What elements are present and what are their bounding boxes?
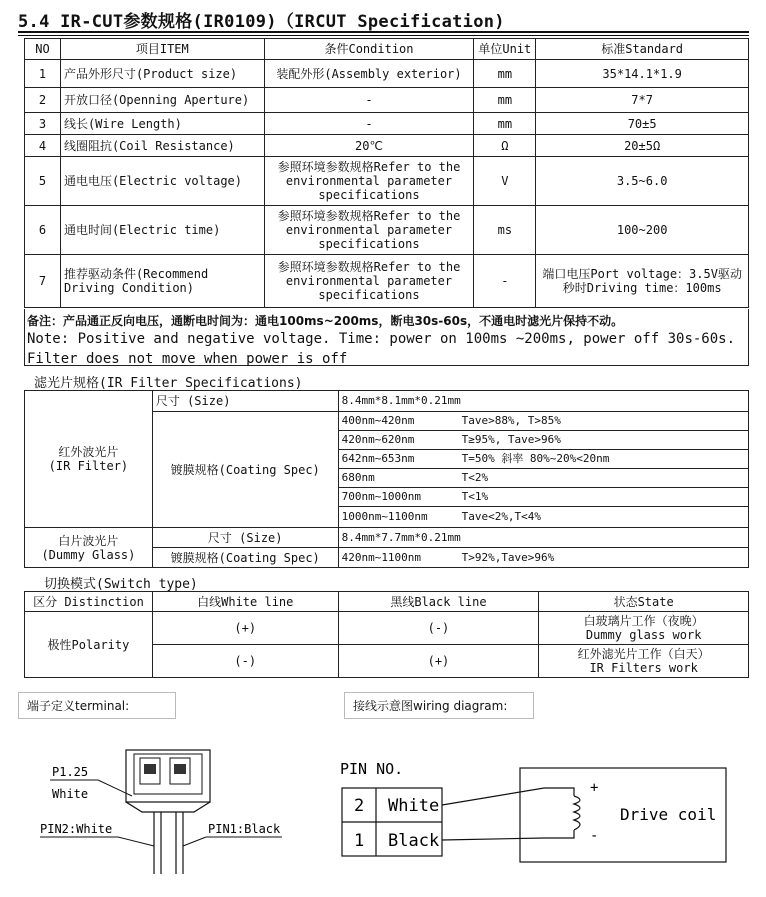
row-standard: 100~200 <box>536 206 749 255</box>
switch-section-title: 切换模式(Switch type) <box>44 577 198 592</box>
black-wire <box>442 830 574 840</box>
row-no: 2 <box>25 88 61 113</box>
spec-table <box>24 38 749 308</box>
row-item: 线长(Wire Length) <box>60 113 264 135</box>
coating-value: T<1% <box>461 490 489 503</box>
terminal-label: 端子定义terminal: <box>18 692 176 719</box>
row-unit: Ω <box>474 135 536 157</box>
filter-section-title: 滤光片规格(IR Filter Specifications) <box>34 376 303 391</box>
row-no: 3 <box>25 113 61 135</box>
state-cn: 白玻璃片工作（夜晚） <box>583 614 704 628</box>
pin-name: White <box>388 796 440 816</box>
title-rule <box>18 31 749 33</box>
header-unit: 单位Unit <box>474 39 536 60</box>
row-condition: 装配外形(Assembly exterior) <box>264 60 474 88</box>
row-condition: 20℃ <box>264 135 474 157</box>
pin-number: 2 <box>354 796 365 816</box>
pin-name: Black <box>388 831 440 851</box>
row-standard: 20±5Ω <box>536 135 749 157</box>
dummy-coating-label: 镀膜规格(Coating Spec) <box>152 548 338 568</box>
table-row <box>25 391 749 412</box>
row-unit: mm <box>474 88 536 113</box>
dummy-size-value: 8.4mm*7.7mm*0.21mm <box>338 528 748 548</box>
header-distinction: 区分 Distinction <box>25 592 153 612</box>
row-item: 线圈阻抗(Coil Resistance) <box>60 135 264 157</box>
table-row <box>25 113 749 135</box>
filter-table <box>24 390 749 568</box>
row-standard: 70±5 <box>536 113 749 135</box>
row-no: 7 <box>25 255 61 308</box>
white-polarity: (-) <box>152 645 338 678</box>
connector-pin <box>144 764 156 774</box>
coating-value: Tave>88%, T>85% <box>461 414 561 427</box>
title-rule-thin <box>18 35 749 36</box>
row-standard: 端口电压Port voltage：3.5V驱动秒时Driving time：100ms <box>536 255 749 308</box>
coil-icon <box>574 796 580 830</box>
p1-color-label: White <box>52 787 89 801</box>
table-row <box>25 528 749 548</box>
terminal-connector-diagram <box>30 740 310 880</box>
pin1-label: PIN1:Black <box>208 822 281 836</box>
ir-filter-label: 红外波光片 <box>58 445 119 459</box>
row-item: 通电时间(Electric time) <box>60 206 264 255</box>
row-unit: ms <box>474 206 536 255</box>
drive-coil-label: Drive coil <box>620 805 717 824</box>
coating-value: T=50% 斜率 80%~20%<20nm <box>461 452 610 465</box>
dummy-coating-value: T>92%,Tave>96% <box>461 550 555 564</box>
coating-value: T<2% <box>461 471 489 484</box>
plus-sign: + <box>590 780 599 796</box>
table-row <box>25 157 749 206</box>
row-no: 4 <box>25 135 61 157</box>
header-state: 状态State <box>539 592 749 612</box>
coating-row <box>338 412 748 431</box>
header-item: 项目ITEM <box>60 39 264 60</box>
row-item: 推荐驱动条件(Recommend Driving Condition) <box>60 255 264 308</box>
spec-header-row <box>25 39 749 60</box>
size-value: 8.4mm*8.1mm*0.21mm <box>338 391 748 412</box>
coating-row <box>338 507 748 528</box>
state-cell <box>539 645 749 678</box>
row-condition: 参照环境参数规格Refer to the environmental parameter specifications <box>264 157 474 206</box>
table-row <box>25 255 749 308</box>
coating-range: 700nm~1000nm <box>341 490 422 503</box>
row-no: 1 <box>25 60 61 88</box>
ir-filter-label-en: (IR Filter) <box>48 459 129 473</box>
pin-number: 1 <box>354 831 365 851</box>
note-english-line2: Filter does not move when power is off <box>27 351 348 367</box>
coating-label: 镀膜规格(Coating Spec) <box>152 412 338 528</box>
coating-range: 680nm <box>341 471 375 484</box>
p1-label: P1.25 <box>52 765 89 779</box>
row-item: 开放口径(Openning Aperture) <box>60 88 264 113</box>
wiring-label: 接线示意图wiring diagram: <box>344 692 534 719</box>
coating-row <box>338 469 748 488</box>
row-condition: - <box>264 88 474 113</box>
header-black-line: 黑线Black line <box>338 592 539 612</box>
leader-line <box>183 837 206 846</box>
size-label: 尺寸 (Size) <box>152 391 338 412</box>
coating-row <box>338 450 748 469</box>
state-cell <box>539 612 749 645</box>
row-no: 5 <box>25 157 61 206</box>
black-polarity: (+) <box>338 645 539 678</box>
table-row <box>25 206 749 255</box>
row-standard: 35*14.1*1.9 <box>536 60 749 88</box>
note-english-line1: Note: Positive and negative voltage. Time: power on 100ms ~200ms, power off 30s-60s. <box>27 331 736 347</box>
coating-row <box>338 431 748 450</box>
state-cn: 红外滤光片工作（白天） <box>577 647 710 661</box>
table-row <box>25 135 749 157</box>
switch-table <box>24 591 749 678</box>
row-unit: - <box>474 255 536 308</box>
row-condition: 参照环境参数规格Refer to the environmental parameter specifications <box>264 206 474 255</box>
table-row <box>25 612 749 645</box>
coating-row <box>338 488 748 507</box>
coating-value: Tave<2%,T<4% <box>461 510 542 523</box>
dummy-label-en: (Dummy Glass) <box>41 547 136 562</box>
header-condition: 条件Condition <box>264 39 474 60</box>
row-standard: 3.5~6.0 <box>536 157 749 206</box>
minus-sign: - <box>590 828 599 844</box>
coating-value: T≥95%, Tave>96% <box>461 433 561 446</box>
connector-base <box>126 802 210 812</box>
black-polarity: (-) <box>338 612 539 645</box>
coating-range: 400nm~420nm <box>341 414 415 427</box>
dummy-size-label: 尺寸 (Size) <box>152 528 338 548</box>
switch-header-row <box>25 592 749 612</box>
dummy-glass-cell <box>25 528 153 568</box>
row-condition: 参照环境参数规格Refer to the environmental parameter specifications <box>264 255 474 308</box>
white-polarity: (+) <box>152 612 338 645</box>
state-en: Dummy glass work <box>585 628 702 642</box>
ir-filter-cell <box>25 391 153 528</box>
row-condition: - <box>264 113 474 135</box>
row-unit: mm <box>474 113 536 135</box>
state-en: IR Filters work <box>589 661 698 675</box>
dummy-coating-row <box>338 548 748 568</box>
white-wire <box>442 788 574 805</box>
dummy-coating-range: 420nm~1100nm <box>341 550 422 564</box>
table-row <box>25 88 749 113</box>
polarity-label: 极性Polarity <box>25 612 153 678</box>
table-row <box>25 60 749 88</box>
coating-range: 1000nm~1100nm <box>341 510 428 523</box>
notes-box <box>24 309 749 366</box>
header-no: NO <box>25 39 61 60</box>
leader-line <box>98 780 132 796</box>
pin-no-label: PIN NO. <box>340 760 404 778</box>
connector-pin <box>174 764 186 774</box>
wiring-diagram <box>334 752 734 872</box>
coating-range: 420nm~620nm <box>341 433 415 446</box>
header-white-line: 白线White line <box>152 592 338 612</box>
row-unit: V <box>474 157 536 206</box>
coating-range: 642nm~653nm <box>341 452 415 465</box>
dummy-label: 白片波光片 <box>58 533 119 548</box>
leader-line <box>118 837 154 846</box>
row-no: 6 <box>25 206 61 255</box>
row-standard: 7*7 <box>536 88 749 113</box>
header-standard: 标准Standard <box>536 39 749 60</box>
row-item: 通电电压(Electric voltage) <box>60 157 264 206</box>
page-title: 5.4 IR-CUT参数规格(IR0109)（IRCUT Specification) <box>18 12 505 32</box>
pin2-label: PIN2:White <box>40 822 113 836</box>
row-item: 产品外形尺寸(Product size) <box>60 60 264 88</box>
row-unit: mm <box>474 60 536 88</box>
note-chinese: 备注：产品通正反向电压，通断电时间为：通电100ms~200ms，断电30s-60s，不通电时滤光片保持不动。 <box>27 314 624 328</box>
